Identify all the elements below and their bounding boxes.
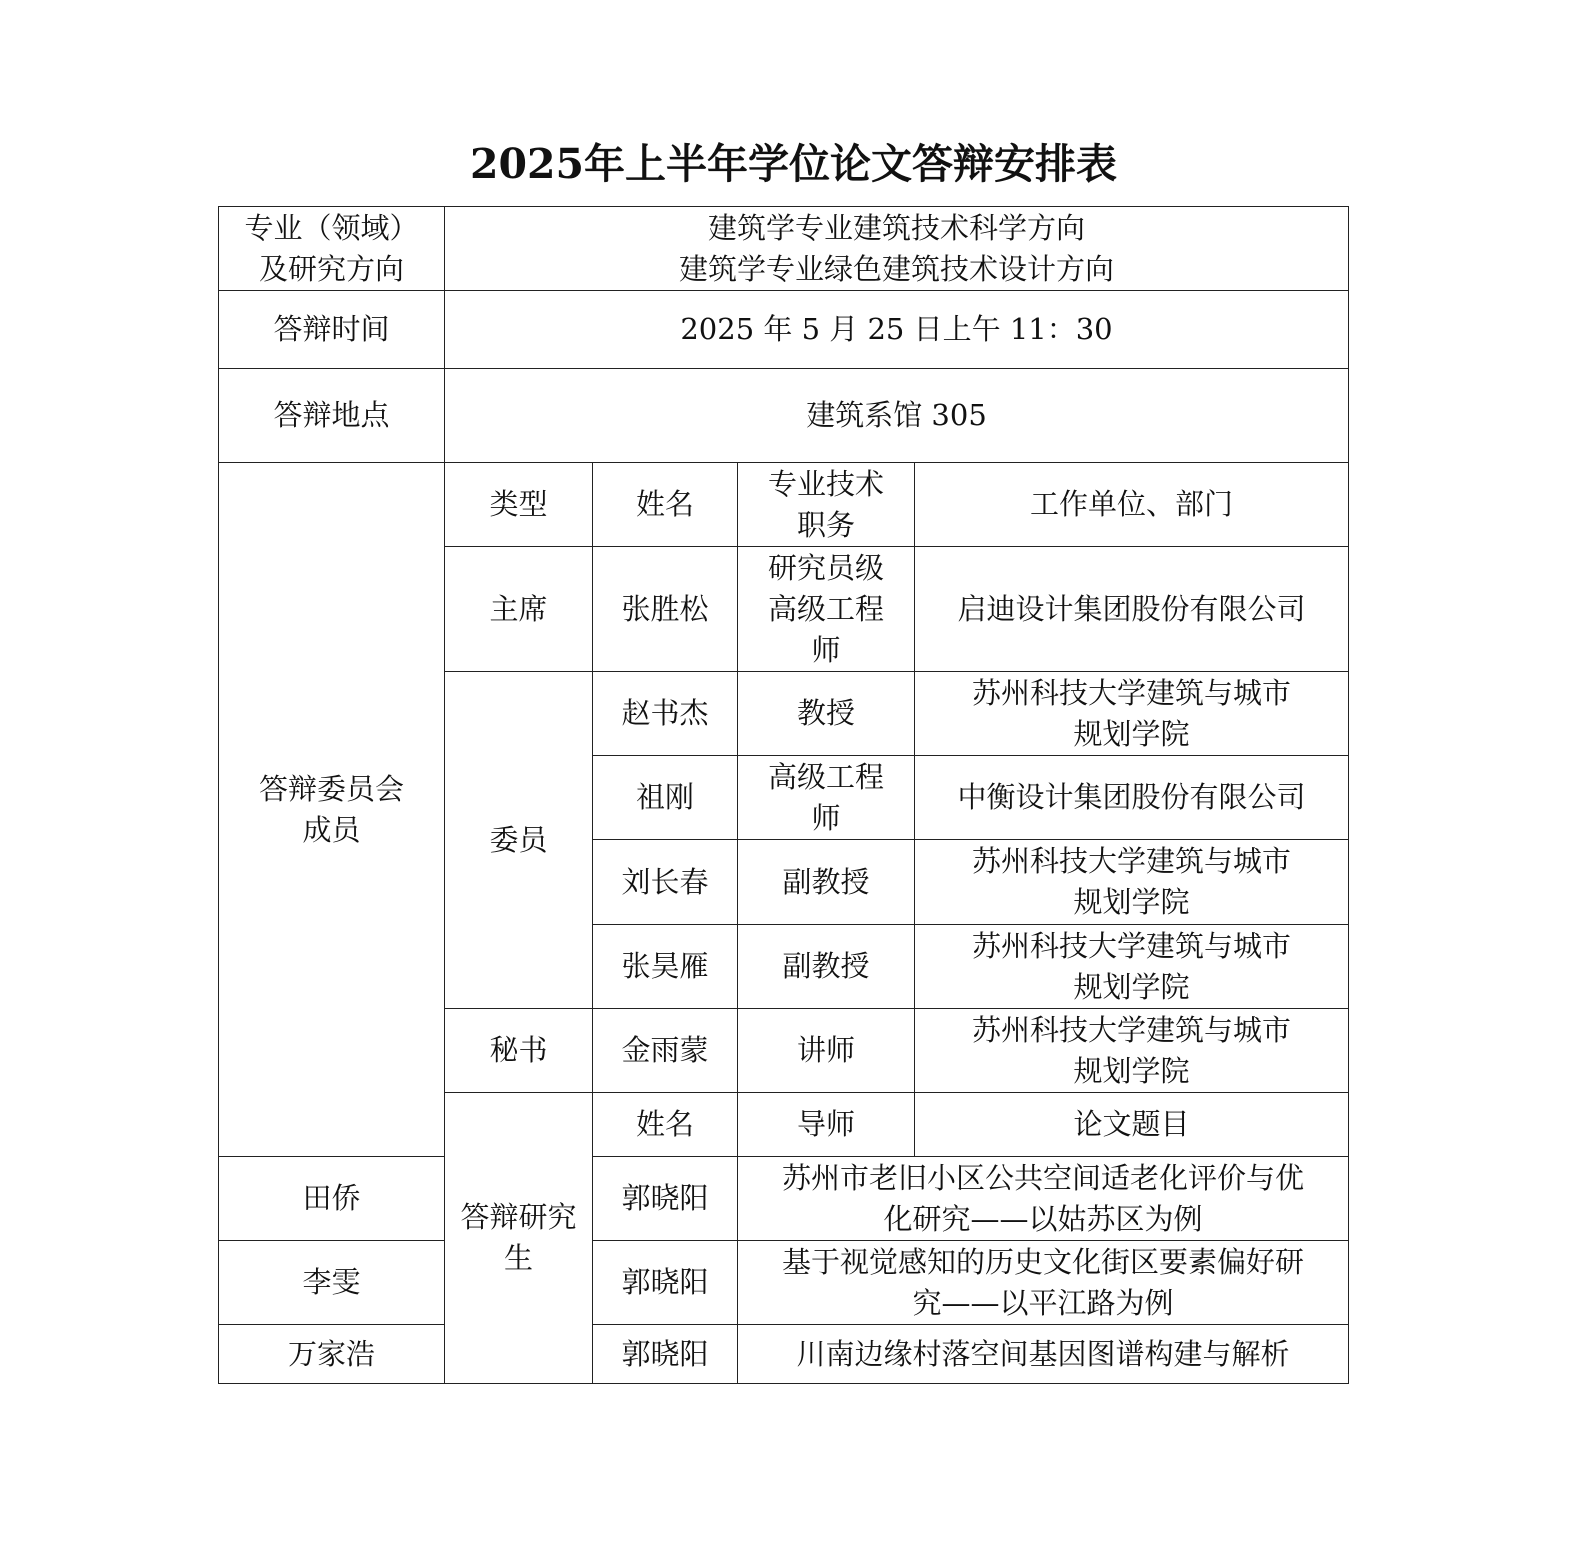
student-thesis: 川南边缘村落空间基因图谱构建与解析: [738, 1325, 1349, 1384]
student-thesis-line2: 究——以平江路为例: [912, 1285, 1174, 1320]
major-value-line2: 建筑学专业绿色建筑技术设计方向: [679, 251, 1115, 286]
member-org-line2: 规划学院: [1073, 716, 1190, 751]
student-row: [219, 1325, 1349, 1384]
student-thesis-line1: 基于视觉感知的历史文化街区要素偏好研: [782, 1244, 1305, 1279]
chair-title-line1: 研究员级: [767, 550, 884, 585]
defense-schedule-table: [218, 206, 1349, 1384]
member-name: 张昊雁: [593, 925, 738, 1009]
student-thesis: [738, 1241, 1349, 1325]
member-org: [915, 925, 1349, 1009]
student-thesis: [738, 1157, 1349, 1241]
member-title: 副教授: [738, 840, 915, 925]
document-title: 2025年上半年学位论文答辩安排表: [469, 140, 1118, 188]
student-row: [219, 1157, 1349, 1241]
major-label-line2: 及研究方向: [258, 251, 404, 286]
defense-time-value: 2025 年 5 月 25 日上午 11：30: [445, 291, 1349, 369]
students-header-advisor: 导师: [738, 1093, 915, 1157]
chair-name: 张胜松: [593, 547, 738, 672]
student-advisor: 郭晓阳: [593, 1157, 738, 1241]
student-thesis-line1: 苏州市老旧小区公共空间适老化评价与优: [782, 1160, 1305, 1195]
member-title: [738, 756, 915, 840]
secretary-org-line1: 苏州科技大学建筑与城市: [972, 1012, 1292, 1047]
chair-type: 主席: [445, 547, 593, 672]
secretary-title: 讲师: [738, 1009, 915, 1093]
member-name: 刘长春: [593, 840, 738, 925]
students-header-name: 姓名: [593, 1093, 738, 1157]
chair-title-line2: 高级工程: [767, 591, 884, 626]
committee-header-type: 类型: [445, 463, 593, 547]
member-org-line2: 规划学院: [1073, 969, 1190, 1004]
defense-location-label: 答辩地点: [219, 369, 445, 463]
committee-header-title-line1: 专业技术: [767, 466, 884, 501]
secretary-name: 金雨蒙: [593, 1009, 738, 1093]
secretary-type: 秘书: [445, 1009, 593, 1093]
major-row: [219, 207, 1349, 291]
member-title: 副教授: [738, 925, 915, 1009]
students-header-thesis: 论文题目: [915, 1093, 1349, 1157]
member-org-line2: 规划学院: [1073, 885, 1190, 919]
student-name: 田侨: [219, 1157, 445, 1241]
member-org-line1: 苏州科技大学建筑与城市: [972, 844, 1292, 878]
major-label-cell: [219, 207, 445, 291]
member-title-line2: 师: [811, 800, 841, 835]
student-advisor: 郭晓阳: [593, 1241, 738, 1325]
member-org-line1: 苏州科技大学建筑与城市: [972, 675, 1292, 710]
committee-header-row: [219, 463, 1349, 547]
secretary-org-line2: 规划学院: [1073, 1053, 1190, 1088]
student-advisor: 郭晓阳: [593, 1325, 738, 1384]
chair-org: 启迪设计集团股份有限公司: [915, 547, 1349, 672]
committee-header-title-line2: 职务: [796, 507, 855, 542]
student-row: [219, 1241, 1349, 1325]
member-name: 祖刚: [593, 756, 738, 840]
major-value-cell: [445, 207, 1349, 291]
committee-header-title: [738, 463, 915, 547]
member-org-line1: 苏州科技大学建筑与城市: [972, 928, 1292, 963]
defense-location-row: [219, 369, 1349, 463]
committee-label-cell: [219, 463, 445, 1157]
student-name: 李雯: [219, 1241, 445, 1325]
defense-time-row: [219, 291, 1349, 369]
committee-header-org: 工作单位、部门: [915, 463, 1349, 547]
committee-header-name: 姓名: [593, 463, 738, 547]
member-type: 委员: [445, 672, 593, 1009]
defense-time-label: 答辩时间: [219, 291, 445, 369]
student-name: 万家浩: [219, 1325, 445, 1384]
member-name: 赵书杰: [593, 672, 738, 756]
chair-title-line3: 师: [811, 632, 841, 667]
major-value-line1: 建筑学专业建筑技术科学方向: [708, 210, 1086, 245]
students-label: 答辩研究生: [445, 1093, 593, 1384]
member-org: 中衡设计集团股份有限公司: [915, 756, 1349, 840]
student-thesis-line2: 化研究——以姑苏区为例: [883, 1201, 1203, 1236]
committee-label-line1: 答辩委员会: [258, 771, 404, 806]
member-org: [915, 840, 1349, 925]
chair-title: [738, 547, 915, 672]
committee-label-line2: 成员: [302, 812, 361, 847]
member-org: [915, 672, 1349, 756]
member-title-line1: 高级工程: [767, 759, 884, 794]
secretary-org: [915, 1009, 1349, 1093]
defense-location-value: 建筑系馆 305: [445, 369, 1349, 463]
member-title: 教授: [738, 672, 915, 756]
major-label-line1: 专业（领域）: [244, 210, 419, 245]
